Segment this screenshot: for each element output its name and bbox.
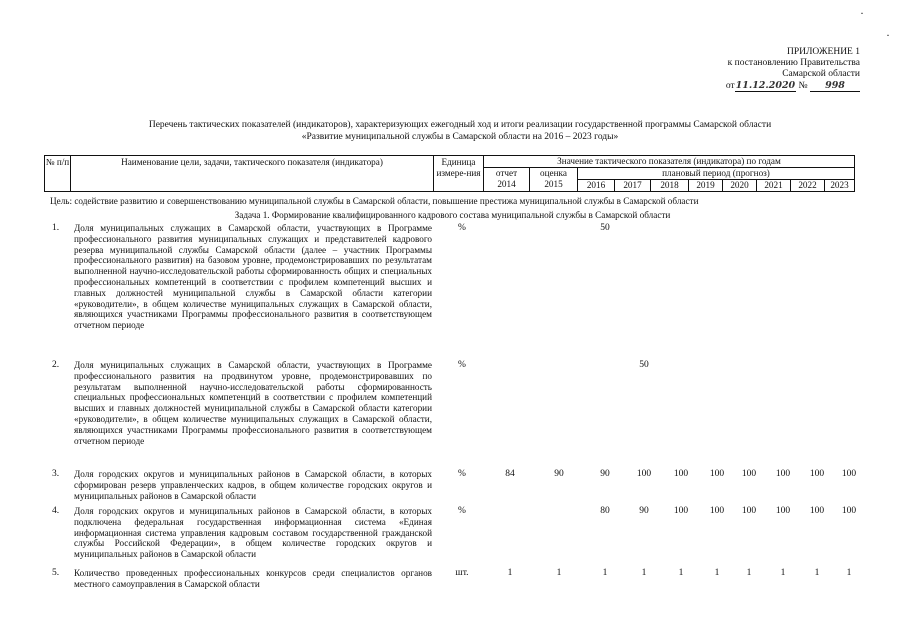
scan-mark: ·: [860, 6, 864, 20]
appendix-block: [690, 47, 860, 92]
row-value: 100: [841, 469, 857, 479]
number-handwritten: 998: [810, 80, 860, 92]
row-value: 100: [636, 469, 652, 479]
row-value: 50: [639, 360, 649, 370]
number-prefix: №: [798, 81, 808, 91]
header-report-label: отчет: [495, 168, 518, 178]
row-value: 50: [600, 223, 610, 233]
header-year: 2016: [578, 180, 615, 192]
header-report-year: 2014: [497, 178, 516, 189]
row-value: 100: [741, 469, 757, 479]
header-name: Наименование цели, задачи, тактического показателя (индикатора): [71, 156, 434, 192]
row-value: 80: [600, 506, 610, 516]
appendix-title: ПРИЛОЖЕНИЕ 1: [786, 47, 860, 57]
row-value: 100: [673, 506, 689, 516]
row-value: 90: [554, 469, 564, 479]
row-value: 1: [556, 568, 562, 578]
row-value: 1: [507, 568, 513, 578]
task-text: Задача 1. Формирование квалифицированного кадрового состава муниципальной службы в Самарской области: [234, 210, 671, 220]
header-unit: Единица измере-ния: [434, 156, 484, 192]
row-value: 90: [639, 506, 649, 516]
row-description: Доля городских округов и муниципальных районов в Самарской области, в которых подключена федеральная государственная информационная система «Единая информационная система управления кадровым составом государственной гражданской службы Российской Федерации», в общем количестве городских округов и муниципальных районов в Самарской области: [74, 506, 432, 560]
date-prefix: от: [725, 81, 735, 91]
row-value: 100: [709, 469, 725, 479]
header-estimate: [530, 168, 578, 192]
row-number: 3.: [52, 469, 60, 479]
row-value: 84: [505, 469, 515, 479]
row-value: 100: [775, 469, 791, 479]
row-description: Доля городских округов и муниципальных районов в Самарской области, в которых сформирован резерв управленческих кадров, в общем количестве городских округов и муниципальных районов в Самарской области: [74, 469, 432, 501]
header-year: 2023: [825, 180, 855, 192]
row-description: Доля муниципальных служащих в Самарской области, участвующих в Программе профессионального развития муниципальных служащих и представителей кадрового резерва муниципальной службы Самарской области (далее – участник Программы профессионального развития) на базовом уровне, продемонстрировавших по результатам выполненной научно-исследовательской работы сформированность общих и специальных профессиональных компетенций в соответствии с профилем компетенций высших и главных должностей муниципальной службы в Самарской области категории «руководители», в общем количестве муниципальных служащих в Самарской области, являющихся участниками Программы профессионального развития в соответствующем отчетном периоде: [74, 223, 432, 331]
row-unit: шт.: [455, 568, 469, 578]
row-value: 1: [641, 568, 647, 578]
row-value: 100: [841, 506, 857, 516]
row-value: 100: [775, 506, 791, 516]
header-year: 2017: [615, 180, 651, 192]
date-handwritten: 11.12.2020: [735, 80, 796, 91]
header-report: [484, 168, 530, 192]
header-plan: плановый период (прогноз): [578, 168, 855, 180]
row-unit: %: [458, 506, 466, 516]
title-line-2: «Развитие муниципальной службы в Самарской области на 2016 – 2023 годы»: [301, 132, 619, 142]
row-value: 1: [602, 568, 608, 578]
row-value: 1: [780, 568, 786, 578]
row-number: 2.: [52, 360, 60, 370]
row-value: 1: [746, 568, 752, 578]
row-number: 5.: [52, 568, 60, 578]
row-number: 1.: [52, 223, 60, 233]
row-value: 1: [714, 568, 720, 578]
row-value: 1: [678, 568, 684, 578]
table-header: [44, 155, 855, 192]
header-year: 2020: [723, 180, 757, 192]
row-description: Количество проведенных профессиональных конкурсов среди специалистов органов местного самоуправления в Самарской области: [74, 568, 432, 589]
row-unit: %: [458, 360, 466, 370]
header-year: 2021: [757, 180, 791, 192]
row-value: 1: [846, 568, 852, 578]
row-value: 100: [809, 506, 825, 516]
row-value: 1: [814, 568, 820, 578]
goal-text: Цель: содействие развитию и совершенствованию муниципальной службы в Самарской области, повышение престижа муниципальной службы в Самарской области: [50, 196, 699, 206]
row-value: 100: [809, 469, 825, 479]
appendix-date-line: [690, 80, 860, 92]
scan-mark: ·: [886, 28, 890, 42]
header-num: № п/п: [45, 156, 71, 192]
document-title: [60, 119, 860, 143]
appendix-line: Самарской области: [782, 69, 860, 79]
appendix-line: к постановлению Правительства: [727, 58, 860, 68]
row-unit: %: [458, 223, 466, 233]
header-year: 2018: [651, 180, 689, 192]
title-line-1: Перечень тактических показателей (индикаторов), характеризующих ежегодный ход и итоги реализации государственной программы Самарской области: [148, 120, 772, 130]
header-year: 2022: [791, 180, 825, 192]
row-value: 100: [741, 506, 757, 516]
header-values-title: Значение тактического показателя (индикатора) по годам: [484, 156, 855, 168]
row-description: Доля муниципальных служащих в Самарской области, участвующих в Программе профессионального развития на продвинутом уровне, продемонстрировавших по результатам выполненной научно-исследовательской работы сформированность специальных профессиональных компетенций в соответствии с профилем компетенций высших и главных должностей муниципальной службы в Самарской области категории «руководители», в общем количестве муниципальных служащих в Самарской области, являющихся участниками Программы профессионального развития в соответствующем отчетном периоде: [74, 360, 432, 446]
row-value: 100: [673, 469, 689, 479]
header-estimate-year: 2015: [544, 178, 563, 189]
header-estimate-label: оценка: [540, 168, 567, 178]
row-value: 100: [709, 506, 725, 516]
row-unit: %: [458, 469, 466, 479]
row-value: 90: [600, 469, 610, 479]
header-year: 2019: [689, 180, 723, 192]
row-number: 4.: [52, 506, 60, 516]
